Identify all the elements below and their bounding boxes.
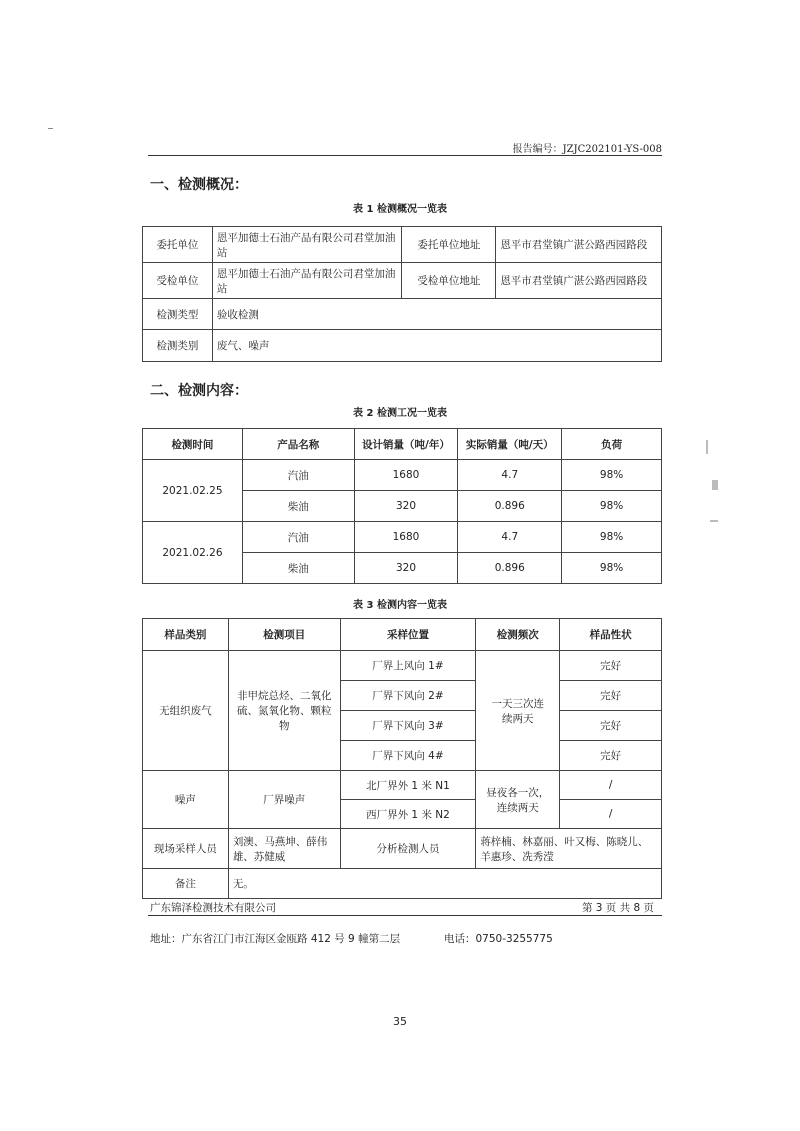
section-title-content: 二、检测内容： <box>150 383 248 399</box>
cell-label: 委托单位地址 <box>402 227 496 263</box>
state-cell: / <box>560 771 662 800</box>
load-cell: 98% <box>562 522 662 553</box>
cell-label: 备注 <box>143 869 229 899</box>
category-cell: 无组织废气 <box>143 651 229 771</box>
location-cell: 厂界下风向 4# <box>340 741 476 771</box>
column-header: 采样位置 <box>340 619 476 651</box>
load-cell: 98% <box>562 491 662 522</box>
state-cell: / <box>560 800 662 829</box>
column-header: 产品名称 <box>242 429 354 460</box>
design-cell: 320 <box>354 491 458 522</box>
cell-value: 验收检测 <box>212 299 661 330</box>
design-cell: 1680 <box>354 460 458 491</box>
cell-value: 废气、噪声 <box>212 330 661 362</box>
cell-label: 检测类别 <box>143 330 213 362</box>
state-cell: 完好 <box>560 681 662 711</box>
location-cell: 西厂界外 1 米 N2 <box>340 800 476 829</box>
table1-caption: 表 1 检测概况一览表 <box>353 204 447 215</box>
page-number: 35 <box>393 1015 407 1028</box>
table2-caption: 表 2 检测工况一览表 <box>353 408 447 419</box>
actual-cell: 0.896 <box>458 553 562 584</box>
location-cell: 北厂界外 1 米 N1 <box>340 771 476 800</box>
remark-value: 无。 <box>228 869 661 899</box>
scan-mark <box>706 440 708 454</box>
location-cell: 厂界下风向 3# <box>340 711 476 741</box>
scan-mark <box>48 128 53 129</box>
table3-caption: 表 3 检测内容一览表 <box>353 600 447 611</box>
cell-value: 恩平市君堂镇广湛公路西园路段 <box>496 263 662 299</box>
actual-cell: 4.7 <box>458 522 562 553</box>
column-header: 样品类别 <box>143 619 229 651</box>
state-cell: 完好 <box>560 651 662 681</box>
column-header: 实际销量（吨/天） <box>458 429 562 460</box>
cell-value: 恩平加德士石油产品有限公司君堂加油站 <box>212 263 402 299</box>
date-cell: 2021.02.26 <box>143 522 243 584</box>
footer-pages: 第 3 页 共 8 页 <box>581 902 654 914</box>
cell-label: 现场采样人员 <box>143 829 229 869</box>
state-cell: 完好 <box>560 741 662 771</box>
cell-value: 恩平市君堂镇广湛公路西园路段 <box>496 227 662 263</box>
date-cell: 2021.02.25 <box>143 460 243 522</box>
scan-mark <box>712 480 718 490</box>
category-cell: 噪声 <box>143 771 229 829</box>
analysis-staff: 蒋梓楠、林嘉丽、叶又梅、陈晓儿、羊惠珍、冼秀滢 <box>476 829 662 869</box>
location-cell: 厂界下风向 2# <box>340 681 476 711</box>
cell-label: 委托单位 <box>143 227 213 263</box>
content-table <box>142 618 662 899</box>
overview-table <box>142 226 662 362</box>
frequency-cell: 昼夜各一次，连续两天 <box>476 771 560 829</box>
header-divider <box>148 155 662 156</box>
column-header: 检测时间 <box>143 429 243 460</box>
footer-divider <box>148 915 662 916</box>
column-header: 样品性状 <box>560 619 662 651</box>
section-title-overview: 一、检测概况： <box>150 177 248 193</box>
column-header: 设计销量（吨/年） <box>354 429 458 460</box>
column-header: 检测项目 <box>228 619 340 651</box>
cell-value: 恩平加德士石油产品有限公司君堂加油站 <box>212 227 402 263</box>
state-cell: 完好 <box>560 711 662 741</box>
sampling-staff: 刘澳、马燕坤、薛伟雄、苏健威 <box>228 829 340 869</box>
cell-label: 分析检测人员 <box>340 829 476 869</box>
column-header: 负荷 <box>562 429 662 460</box>
scan-mark <box>710 520 718 522</box>
footer-company: 广东锦泽检测技术有限公司 <box>150 902 276 914</box>
product-cell: 柴油 <box>242 491 354 522</box>
design-cell: 1680 <box>354 522 458 553</box>
footer-phone: 电话：0750-3255775 <box>444 933 553 945</box>
frequency-cell: 一天三次连续两天 <box>476 651 560 771</box>
actual-cell: 4.7 <box>458 460 562 491</box>
cell-label: 受检单位地址 <box>402 263 496 299</box>
location-cell: 厂界上风向 1# <box>340 651 476 681</box>
actual-cell: 0.896 <box>458 491 562 522</box>
operating-table <box>142 428 662 584</box>
items-cell: 非甲烷总烃、二氧化硫、氮氧化物、颗粒物 <box>228 651 340 771</box>
footer-address: 地址：广东省江门市江海区金瓯路 412 号 9 幢第二层 <box>150 933 401 945</box>
report-number: 报告编号：JZJC202101-YS-008 <box>512 144 662 155</box>
load-cell: 98% <box>562 553 662 584</box>
items-cell: 厂界噪声 <box>228 771 340 829</box>
column-header: 检测频次 <box>476 619 560 651</box>
cell-label: 受检单位 <box>143 263 213 299</box>
product-cell: 汽油 <box>242 522 354 553</box>
cell-label: 检测类型 <box>143 299 213 330</box>
product-cell: 柴油 <box>242 553 354 584</box>
load-cell: 98% <box>562 460 662 491</box>
product-cell: 汽油 <box>242 460 354 491</box>
design-cell: 320 <box>354 553 458 584</box>
